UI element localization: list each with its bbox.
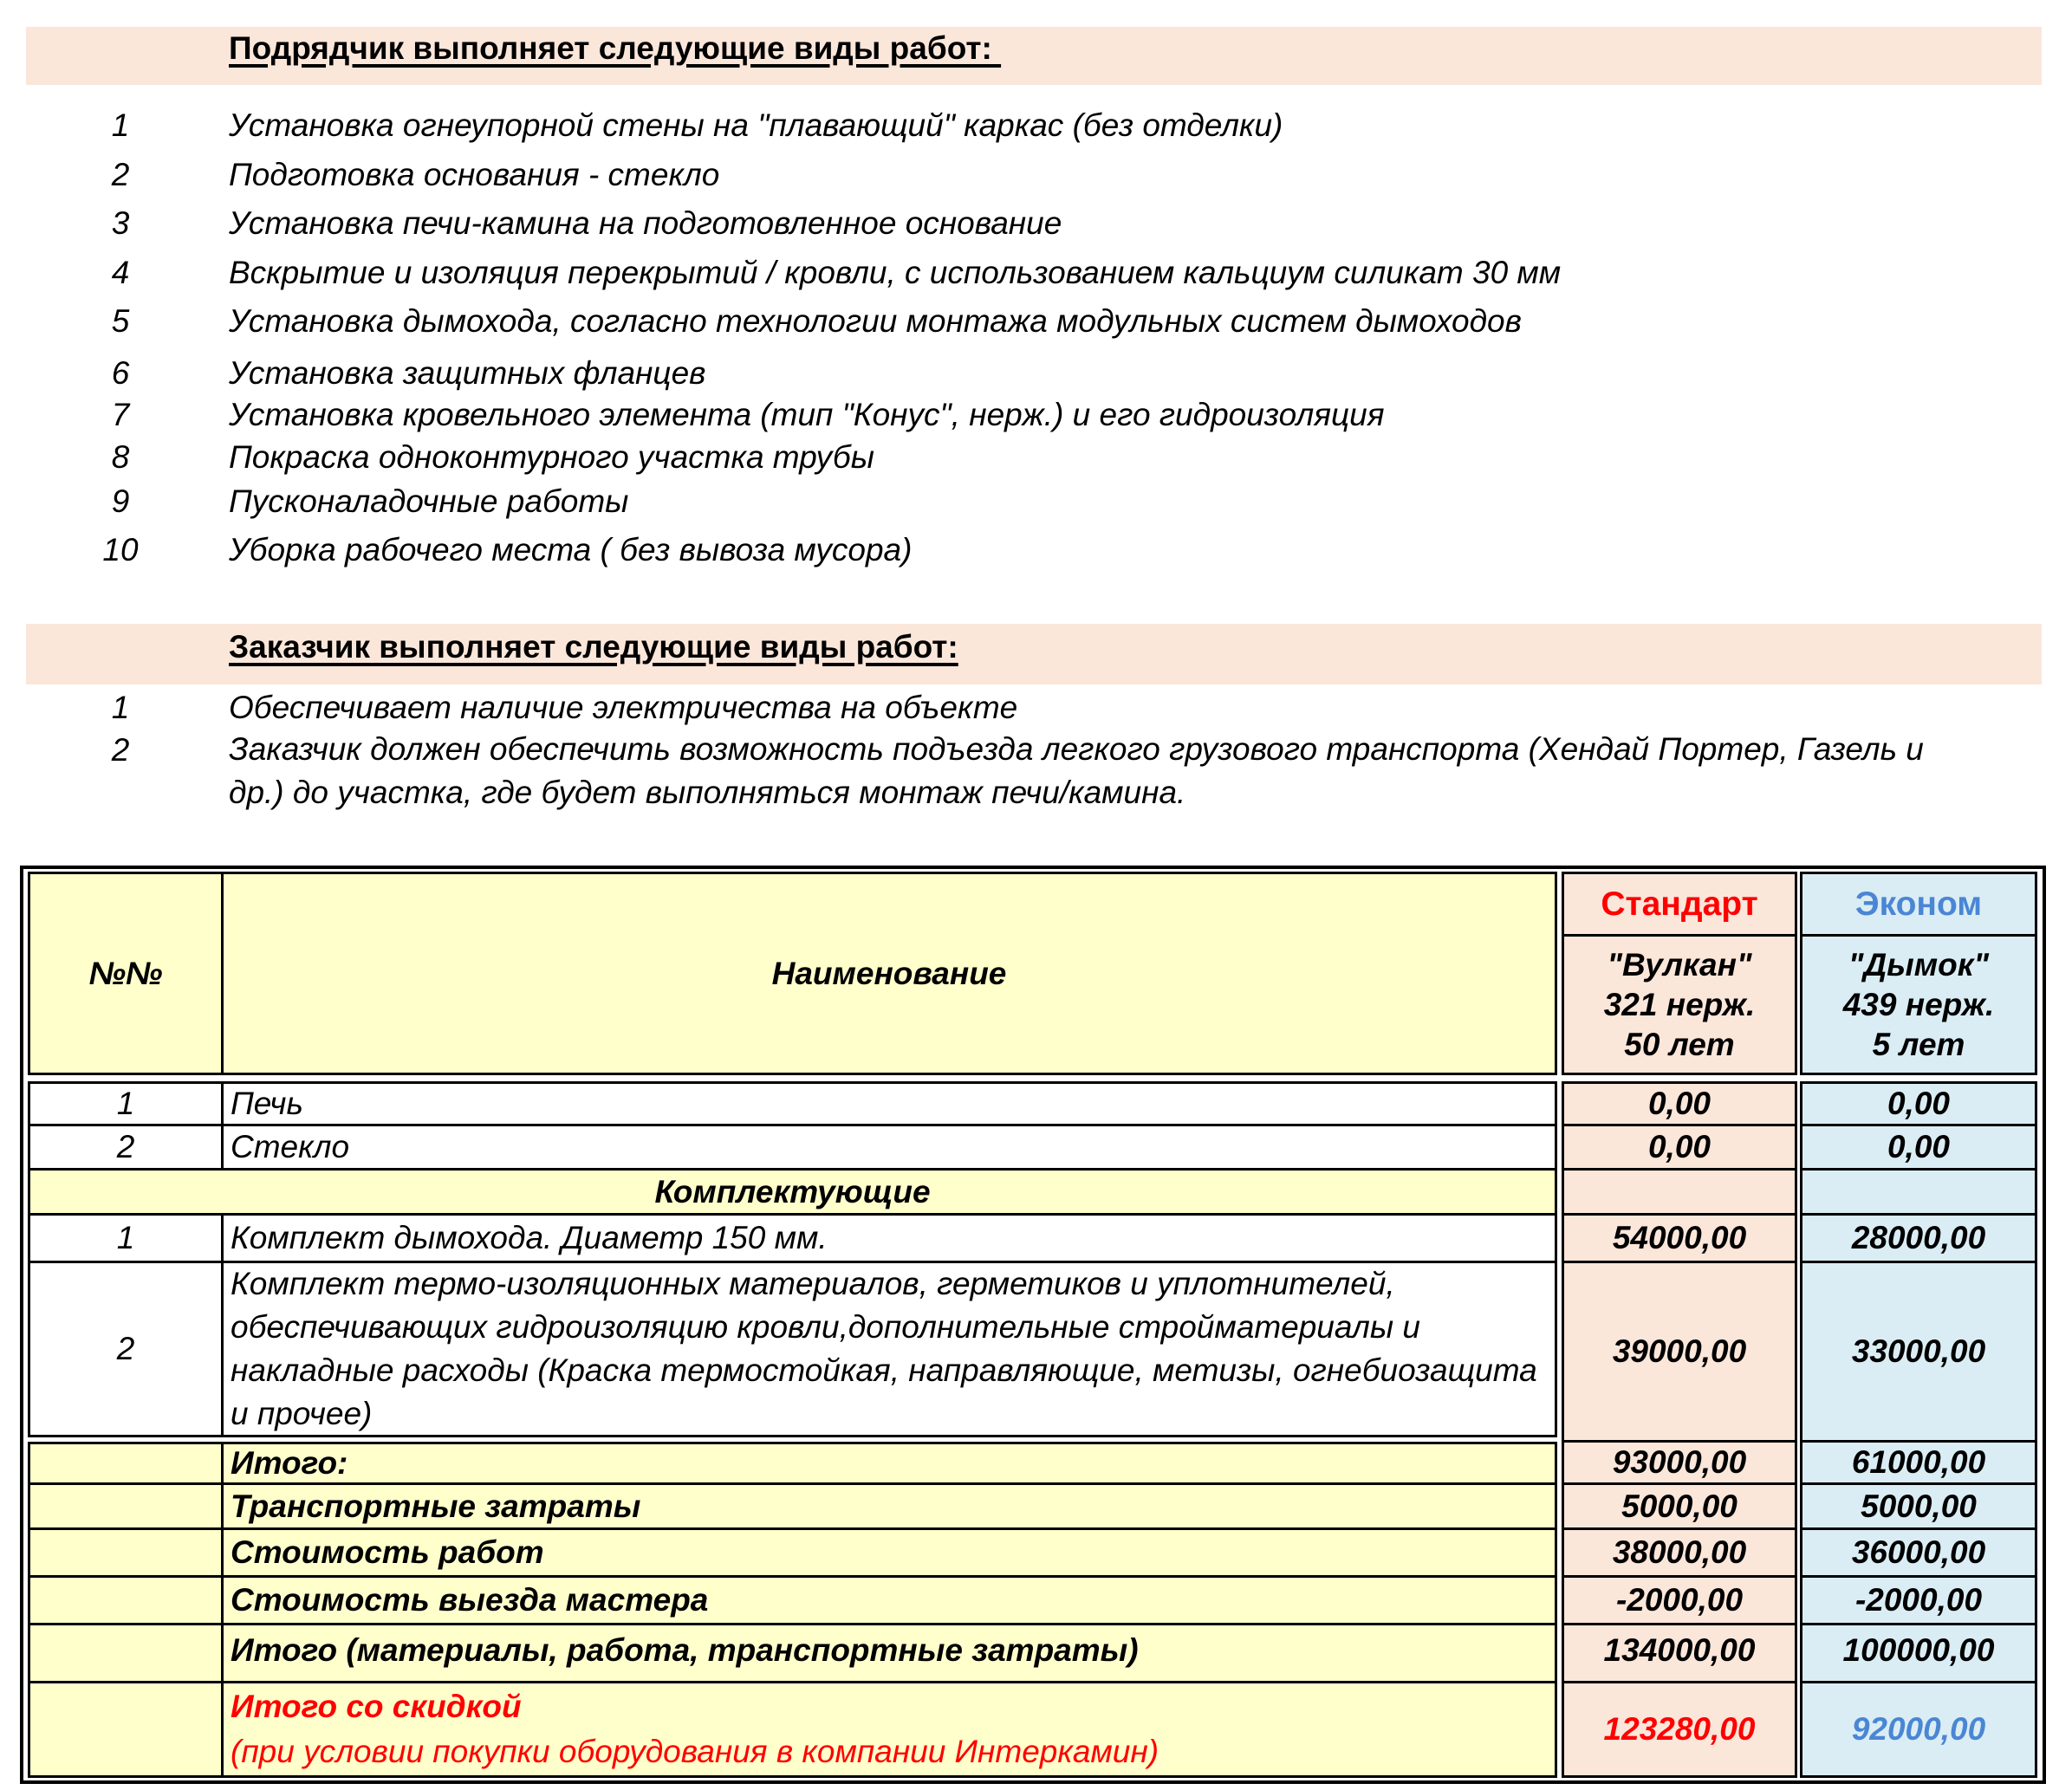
list-item-text: Установка огнеупорной стены на "плавающий" каркас (без отделки) <box>229 107 1283 143</box>
total-standard-value: 38000,00 <box>1562 1527 1797 1578</box>
total-econom-value: 5000,00 <box>1800 1482 2037 1530</box>
header-standard-tier <box>1562 872 1797 937</box>
list-item-num: 7 <box>111 397 130 432</box>
list-item-num: 9 <box>111 483 130 519</box>
components-standard-empty <box>1562 1168 1797 1216</box>
list-item-num: 1 <box>111 107 130 143</box>
header-name <box>221 872 1557 1075</box>
list-item-text: Установка печи-камина на подготовленное основание <box>229 205 1062 241</box>
list-item-text: Обеспечивает наличие электричества на объекте <box>229 690 1018 725</box>
total-econom-value: -2000,00 <box>1800 1575 2037 1625</box>
total-standard-value: -2000,00 <box>1562 1575 1797 1625</box>
total-num-empty <box>28 1527 224 1578</box>
list-item-text: Вскрытие и изоляция перекрытий / кровли, с использованием кальциум силикат 30 мм <box>229 255 1562 290</box>
standard-model: "Вулкан" <box>1607 946 1752 983</box>
list-item-num: 5 <box>111 303 130 339</box>
econom-steel: 439 нерж. <box>1842 986 1995 1022</box>
discount-note: (при условии покупки оборудования в компании Интеркамин) <box>231 1734 1159 1769</box>
header-num <box>28 872 224 1075</box>
standard-warranty: 50 лет <box>1624 1026 1735 1062</box>
contractor-title: Подрядчик выполняет следующие виды работ: <box>229 30 1002 66</box>
total-standard-value: 93000,00 <box>1562 1440 1797 1485</box>
list-item-num: 8 <box>111 439 130 475</box>
customer-title: Заказчик выполняет следующие виды работ: <box>229 629 958 665</box>
list-item-text: Установка кровельного элемента (тип "Конус", нерж.) и его гидроизоляция <box>229 397 1385 432</box>
components-label: Комплектующие <box>654 1173 931 1210</box>
row-name: Стекло <box>221 1124 1557 1171</box>
list-item-num: 2 <box>111 157 130 192</box>
list-item-text: Установка защитных фланцев <box>229 355 706 391</box>
standard-steel: 321 нерж. <box>1603 986 1756 1022</box>
total-econom-value: 36000,00 <box>1800 1527 2037 1578</box>
row-standard-value: 39000,00 <box>1562 1261 1797 1443</box>
row-num: 2 <box>28 1124 224 1171</box>
header-econom-tier <box>1800 872 2037 937</box>
header-standard-model <box>1562 934 1797 1075</box>
total-num-empty <box>28 1575 224 1625</box>
row-econom-value: 0,00 <box>1800 1124 2037 1171</box>
total-name: Итого: <box>221 1442 1557 1485</box>
row-standard-value: 54000,00 <box>1562 1213 1797 1263</box>
row-num: 1 <box>28 1213 224 1263</box>
row-econom-value: 28000,00 <box>1800 1213 2037 1263</box>
row-econom-value: 33000,00 <box>1800 1261 2037 1443</box>
list-item-num: 3 <box>111 205 130 241</box>
total-num-empty <box>28 1623 224 1683</box>
list-item-num: 6 <box>111 355 130 391</box>
customer-band <box>26 624 2042 684</box>
row-name: Печь <box>221 1081 1557 1126</box>
list-item-num: 1 <box>111 690 130 725</box>
list-item-text: Подготовка основания - стекло <box>229 157 720 192</box>
list-item-num: 4 <box>111 255 130 290</box>
header-name-label: Наименование <box>771 955 1007 991</box>
total-num-empty <box>28 1482 224 1530</box>
total-econom-value: 61000,00 <box>1800 1440 2037 1485</box>
list-item-text: Уборка рабочего места ( без вывоза мусора) <box>229 532 913 567</box>
discount-econom-value: 92000,00 <box>1800 1681 2037 1778</box>
list-item-num: 10 <box>102 532 139 567</box>
row-name: Комплект термо-изоляционных материалов, герметиков и уплотнителей, обеспечивающих гидроизоляцию кровли,дополнительные стройматериалы и накладные расходы (Краска термостойкая, направляющие, метизы, огнебиозащита и прочее) <box>221 1261 1557 1437</box>
header-econom-model <box>1800 934 2037 1075</box>
components-econom-empty <box>1800 1168 2037 1216</box>
row-econom-value: 0,00 <box>1800 1081 2037 1126</box>
list-item-text: Пусконаладочные работы <box>229 483 629 519</box>
total-name: Стоимость работ <box>221 1527 1557 1578</box>
econom-model: "Дымок" <box>1848 946 1990 983</box>
row-standard-value: 0,00 <box>1562 1124 1797 1171</box>
total-name: Итого (материалы, работа, транспортные затраты) <box>221 1623 1557 1683</box>
standard-tier-label: Стандарт <box>1601 885 1758 923</box>
list-item-text: Установка дымохода, согласно технологии монтажа модульных систем дымоходов <box>229 303 1522 339</box>
contractor-band <box>26 27 2042 85</box>
list-item-text: Заказчик должен обеспечить возможность подъезда легкого грузового транспорта (Хендай Портер, Газель и др.) до участка, где будет выполняться монтаж печи/камина. <box>229 731 1924 810</box>
list-item-text: Покраска одноконтурного участка трубы <box>229 439 874 475</box>
discount-num-empty <box>28 1681 224 1778</box>
row-num: 1 <box>28 1081 224 1126</box>
discount-standard-value: 123280,00 <box>1562 1681 1797 1778</box>
list-item-num: 2 <box>111 732 130 768</box>
header-num-label: №№ <box>88 955 163 991</box>
row-standard-value: 0,00 <box>1562 1081 1797 1126</box>
total-standard-value: 5000,00 <box>1562 1482 1797 1530</box>
total-standard-value: 134000,00 <box>1562 1623 1797 1683</box>
total-name: Стоимость выезда мастера <box>221 1575 1557 1625</box>
econom-tier-label: Эконом <box>1854 885 1983 923</box>
econom-warranty: 5 лет <box>1872 1026 1965 1062</box>
total-num-empty <box>28 1442 224 1485</box>
row-num: 2 <box>28 1261 224 1437</box>
discount-name-cell <box>221 1681 1557 1778</box>
discount-name: Итого со скидкой <box>231 1689 522 1724</box>
total-econom-value: 100000,00 <box>1800 1623 2037 1683</box>
total-name: Транспортные затраты <box>221 1482 1557 1530</box>
row-name: Комплект дымохода. Диаметр 150 мм. <box>221 1213 1557 1263</box>
components-section-label <box>28 1168 1557 1216</box>
